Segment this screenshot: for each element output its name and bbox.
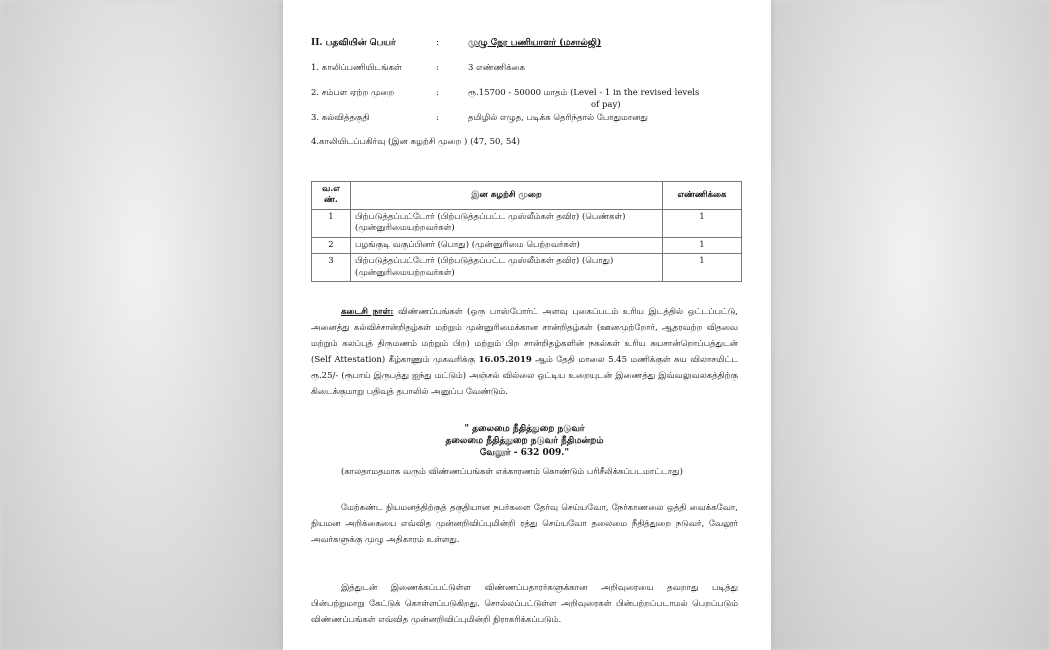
row-serial: 3 — [312, 254, 351, 282]
authority-paragraph: மேற்கண்ட நியமனத்திற்குத் தகுதியான நபர்களை தேர்வு செய்யவோ, நேர்காணலை ஒத்தி வைக்கவோ, நியமன அறிக்கையை எவ்வித முன்னறிவிப்புமின்றி ரத்து செய்யவோ தலைமை நீதித்துறை நடுவர், வேலூர் அவர்களுக்கு முழு அதிகாரம் உள்ளது. — [311, 503, 738, 545]
field-pay-label: 2. சம்பள ஏற்ற முறை — [311, 88, 395, 98]
row-serial: 2 — [312, 237, 351, 253]
address-line1: " தலைமை நீதித்துறை நடுவர் — [464, 424, 585, 434]
table-row — [312, 209, 742, 237]
reservation-table — [311, 181, 742, 282]
last-date-date: 16.05.2019 — [478, 355, 532, 365]
row-count: 1 — [663, 254, 742, 282]
row-count: 1 — [663, 209, 742, 237]
field-qualification-colon: : — [436, 113, 439, 123]
table-header-row — [312, 182, 742, 210]
header-count: எண்ணிக்கை — [663, 182, 742, 210]
address-block — [311, 423, 738, 459]
header-rotation: இன சுழற்சி முறை — [351, 182, 663, 210]
rotation-line: 4.காலியிடப்பகிர்வு (இன சுழற்சி முறை ) (47, 50, 54) — [311, 137, 520, 147]
last-date-label: கடைசி நாள்: — [341, 307, 394, 317]
post-name: முழு நேர பணியாளர் (மசால்ஜி) — [468, 38, 602, 48]
row-description: பிற்படுத்தப்பட்டோர் (பிற்படுத்தப்பட்ட முஸ்லீம்கள் தவிர) (பெண்கள்) (முன்னுரிமையற்றவர்கள்) — [351, 209, 663, 237]
blurred-background-right — [771, 0, 1050, 650]
last-date-paragraph — [311, 304, 738, 400]
field-vacancies-colon: : — [436, 63, 439, 73]
field-vacancies-label: 1. காலிப்பணியிடங்கள் — [311, 63, 402, 73]
header-serial: வ.எ ண். — [312, 182, 351, 210]
document-page — [283, 0, 771, 650]
table-row — [312, 254, 742, 282]
address-line2: தலைமை நீதித்துறை நடுவர் நீதிமன்றம் — [445, 436, 604, 446]
row-description: பிற்படுத்தப்பட்டோர் (பிற்படுத்தப்பட்ட முஸ்லீம்கள் தவிர) (பொது) (முன்னுரிமையற்றவர்கள்) — [351, 254, 663, 282]
row-serial: 1 — [312, 209, 351, 237]
late-note: (காலதாமதமாக வரும் விண்ணப்பங்கள் எக்காரணம் கொண்டும் பரிசீலிக்கப்படமாட்டாது) — [341, 467, 683, 477]
field-vacancies-value: 3 எண்ணிக்கை — [468, 63, 526, 73]
field-pay-colon: : — [436, 88, 439, 98]
blurred-background-left — [0, 0, 283, 650]
row-description: பழங்குடி வகுப்பினர் (பொது) (முன்னுரிமை பெற்றவர்கள்) — [351, 237, 663, 253]
field-qualification-label: 3. கல்வித்தகுதி — [311, 113, 370, 123]
last-date-text2: ஆம் தேதி மாலை 5.45 மணிக்குள் சுய விலாசமிட்ட ரூ.25/- (ரூபாய் இருபத்து ஐந்து மட்டும்) அஞ்சல் வில்லை ஒட்டிய உறையுடன் இணைத்து இவ்வலுவலகத்திற்கு கிடைக்குமாறு பதிவுத் தபாலில் அனுப்ப வேண்டும். — [311, 355, 739, 397]
field-pay-value-line2: of pay) — [591, 100, 621, 110]
section-heading-colon: : — [436, 38, 440, 48]
table-row — [312, 237, 742, 253]
instructions-paragraph: இத்துடன் இணைக்கப்பட்டுள்ள விண்ணப்பதாரர்களுக்கான அறிவுரையை தவறாது படித்து பின்பற்றுமாறு கேட்டுக் கொள்ளப்படுகிறது. சொல்லப்பட்டுள்ள அறிவுரைகள் பின்பற்றப்படாமல் பெறப்படும் விண்ணப்பங்கள் எவ்வித முன்னறிவிப்புமின்றி நிராகரிக்கப்படும். — [311, 583, 738, 625]
field-pay-value: ரூ.15700 - 50000 மாதம் (Level - 1 in the revised levels — [468, 88, 700, 98]
address-line3: வேலூர் - 632 009." — [479, 448, 570, 458]
row-count: 1 — [663, 237, 742, 253]
field-qualification-value: தமிழில் எழுத, படிக்க தெரிந்தால் போதுமானது — [468, 113, 648, 123]
last-date-text: விண்ணப்பங்கள் (ஒரு பாஸ்போர்ட் அளவு புகைப்படம் உரிய இடத்தில் ஒட்டப்பட்டு, அனைத்து கல்விச்சான்றிதழ்கள் மற்றும் முன்னுரிமைக்கான சான்றிதழ்கள் (ஊனமுற்றோர், ஆதரவற்ற விதவை மற்றும் கலப்புத் திருமணம் மற்றும் பிற) மற்றும் பிற சான்றிதழ்களின் நகல்கள் உரிய சுயசான்றொப்பத்துடன் (Self Attestation) கீழ்காணும் முகவரிக்கு — [311, 307, 738, 365]
section-heading-label: II. பதவியின் பெயர் — [311, 38, 396, 48]
